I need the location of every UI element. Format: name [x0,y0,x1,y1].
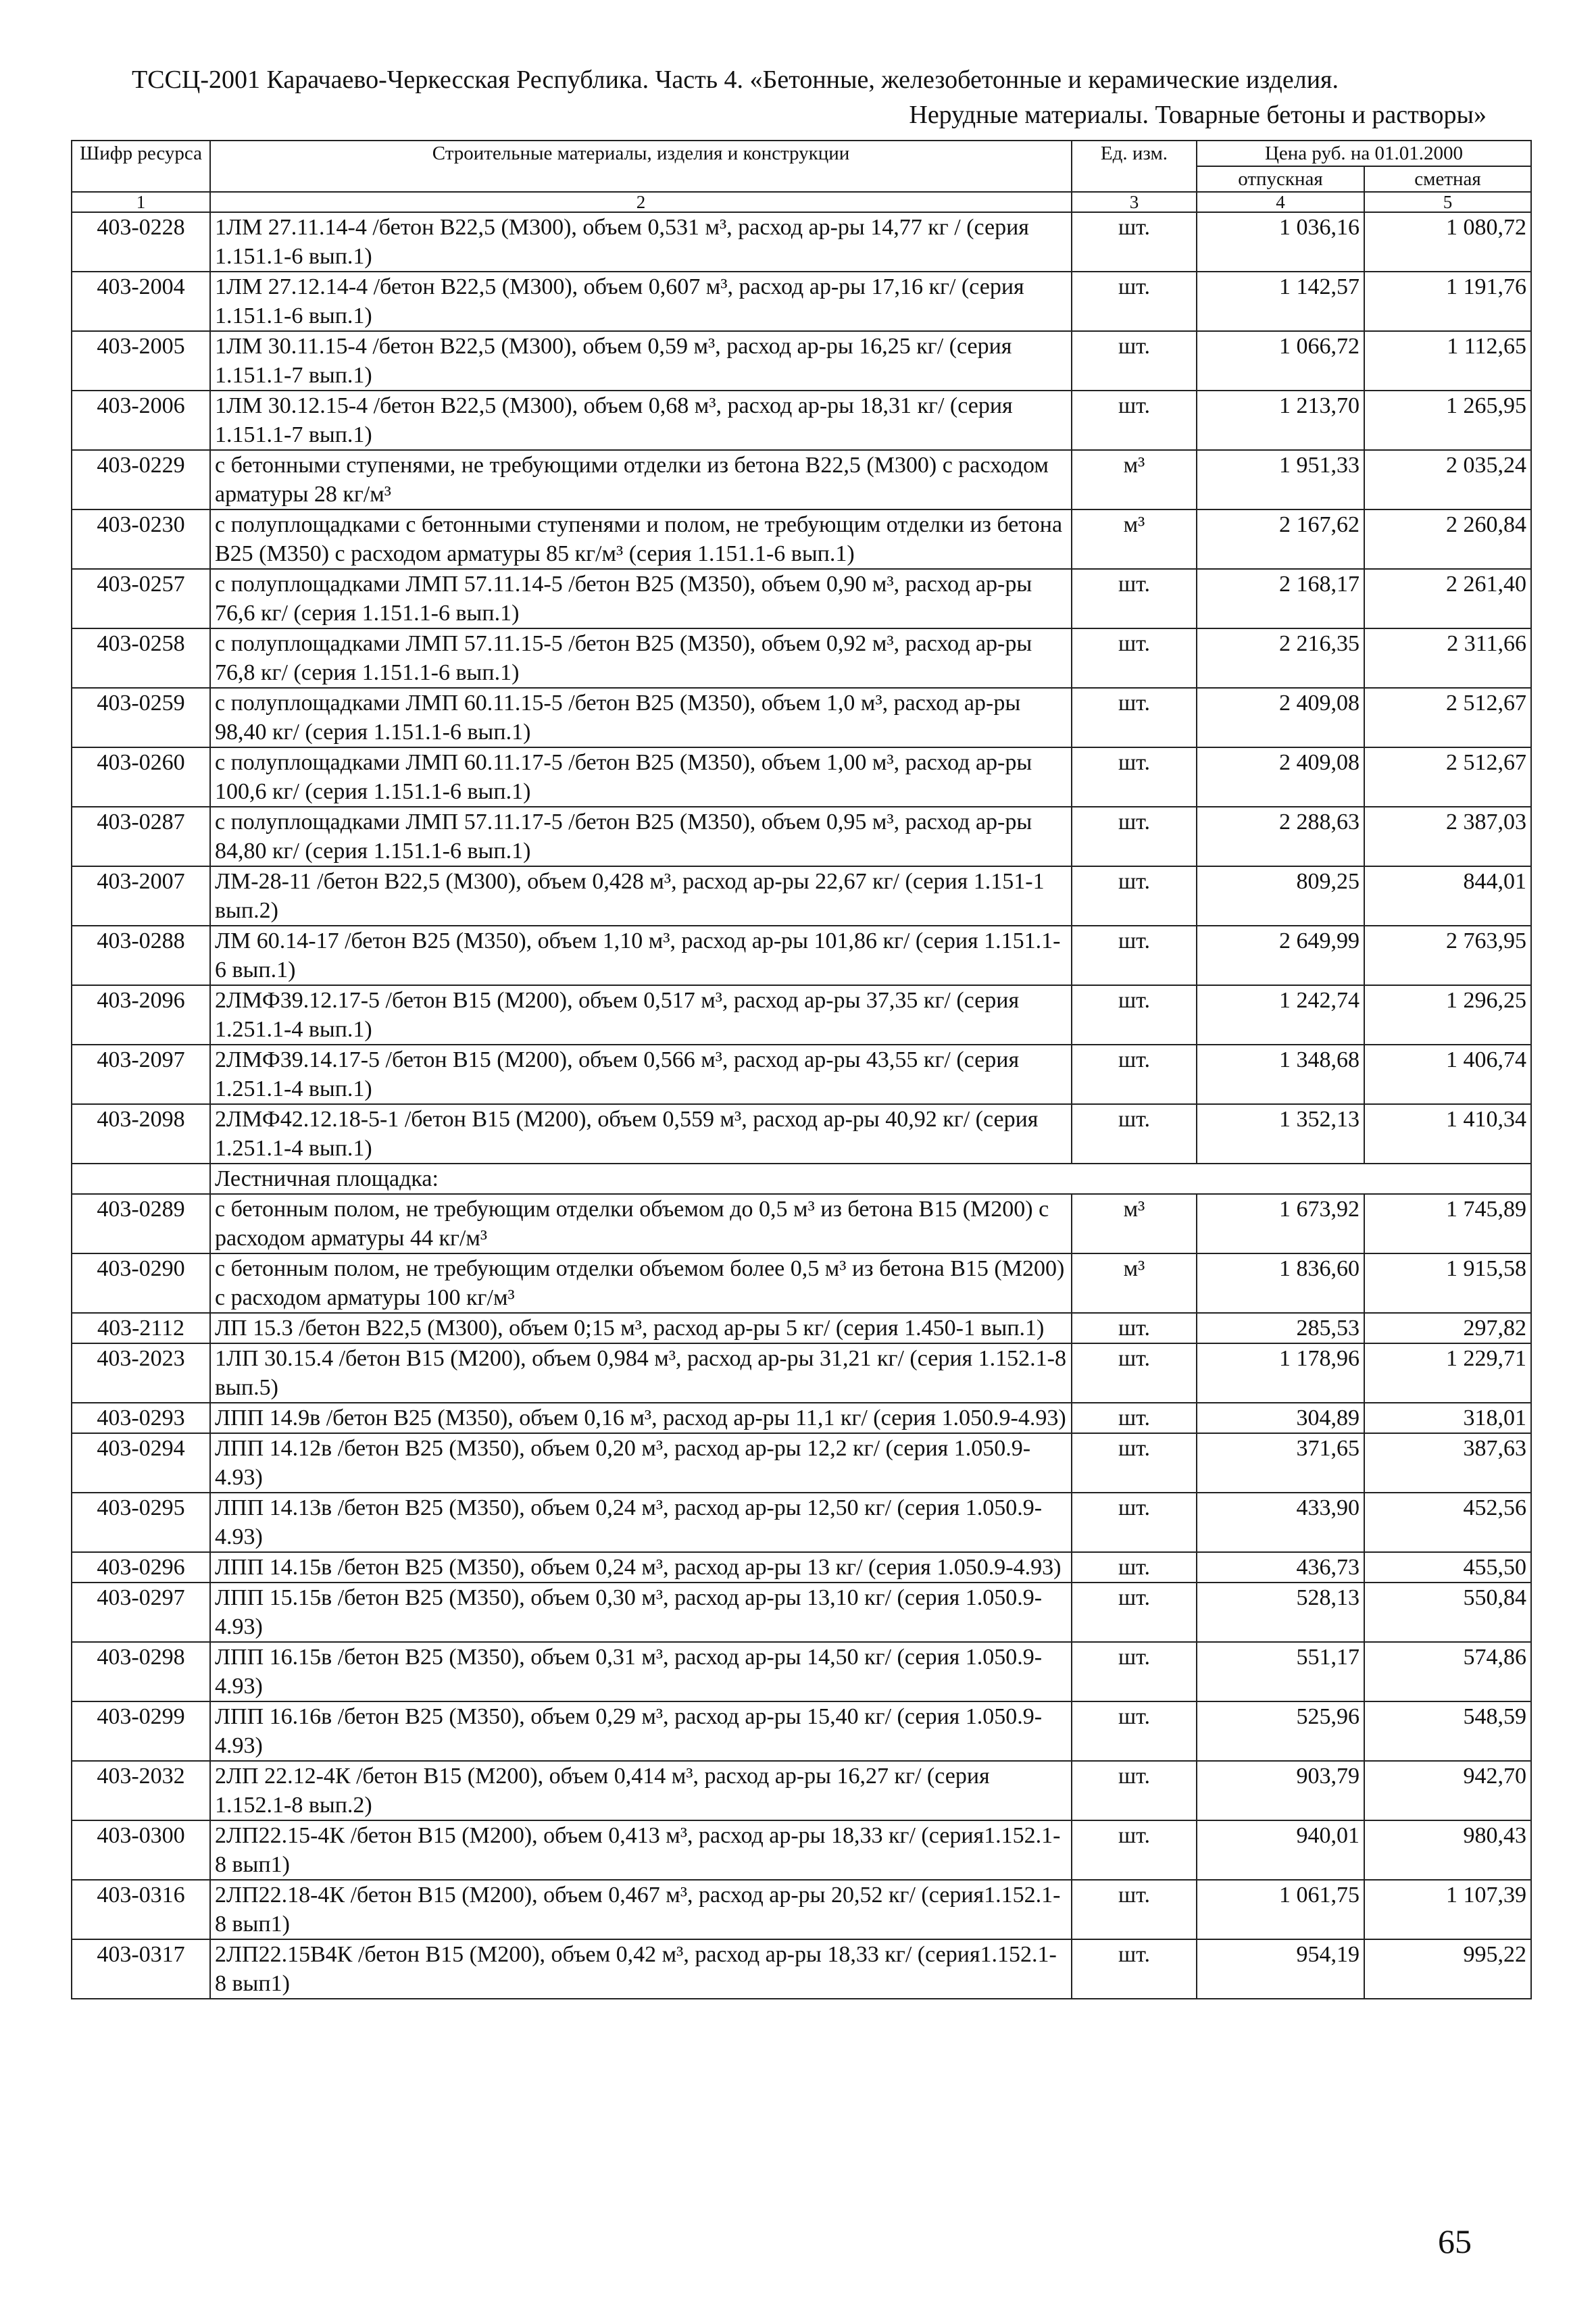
item-description: 1ЛМ 27.11.14-4 /бетон В22,5 (М300), объем 0,531 м³, расход ар-ры 14,77 кг / (серия 1.151.1-6 вып.1) [210,212,1072,272]
table-row [72,985,1531,1045]
release-price: 1 951,33 [1197,450,1364,509]
item-description: 1ЛП 30.15.4 /бетон В15 (М200), объем 0,984 м³, расход ар-ры 31,21 кг/ (серия 1.152.1-8 вып.5) [210,1343,1072,1403]
item-description: ЛПП 14.9в /бетон В25 (М350), объем 0,16 м³, расход ар-ры 11,1 кг/ (серия 1.050.9-4.93) [210,1403,1072,1433]
estimate-price: 387,63 [1364,1433,1531,1493]
item-description: с полуплощадками ЛМП 57.11.14-5 /бетон В25 (М350), объем 0,90 м³, расход ар-ры 76,6 кг/ (серия 1.151.1-6 вып.1) [210,569,1072,628]
release-price: 2 167,62 [1197,509,1364,569]
unit-of-measure: шт. [1072,272,1197,331]
unit-of-measure: шт. [1072,1313,1197,1343]
item-description: 2ЛП 22.12-4К /бетон В15 (М200), объем 0,414 м³, расход ар-ры 16,27 кг/ (серия 1.152.1-8 вып.2) [210,1761,1072,1820]
item-description: ЛП 15.3 /бетон В22,5 (М300), объем 0;15 м³, расход ар-ры 5 кг/ (серия 1.450-1 вып.1) [210,1313,1072,1343]
table-row [72,1552,1531,1583]
table-row [72,1820,1531,1880]
release-price: 371,65 [1197,1433,1364,1493]
unit-of-measure: шт. [1072,1761,1197,1820]
release-price: 436,73 [1197,1552,1364,1583]
table-row [72,628,1531,688]
resource-code: 403-0300 [72,1820,210,1880]
table-row [72,1433,1531,1493]
unit-of-measure: м³ [1072,1194,1197,1253]
col-header-code: Шифр ресурса [72,141,210,192]
estimate-price: 1 107,39 [1364,1880,1531,1939]
estimate-price: 455,50 [1364,1552,1531,1583]
item-description: ЛПП 16.16в /бетон В25 (М350), объем 0,29 м³, расход ар-ры 15,40 кг/ (серия 1.050.9-4.93) [210,1701,1072,1761]
col-header-estimate: сметная [1364,166,1531,192]
unit-of-measure: шт. [1072,1045,1197,1104]
section-title: Лестничная площадка: [210,1164,1531,1194]
col-number: 1 [72,192,210,212]
col-number: 3 [1072,192,1197,212]
col-number: 5 [1364,192,1531,212]
section-row [72,1164,1531,1194]
unit-of-measure: шт. [1072,807,1197,866]
resource-code: 403-2112 [72,1313,210,1343]
release-price: 1 673,92 [1197,1194,1364,1253]
item-description: 2ЛП22.18-4К /бетон В15 (М200), объем 0,467 м³, расход ар-ры 20,52 кг/ (серия1.152.1-8 вып1) [210,1880,1072,1939]
item-description: ЛПП 14.12в /бетон В25 (М350), объем 0,20 м³, расход ар-ры 12,2 кг/ (серия 1.050.9-4.93) [210,1433,1072,1493]
unit-of-measure: шт. [1072,569,1197,628]
estimate-price: 1 080,72 [1364,212,1531,272]
unit-of-measure: м³ [1072,450,1197,509]
item-description: 1ЛМ 30.12.15-4 /бетон В22,5 (М300), объем 0,68 м³, расход ар-ры 18,31 кг/ (серия 1.151.1-7 вып.1) [210,391,1072,450]
estimate-price: 1 265,95 [1364,391,1531,450]
release-price: 433,90 [1197,1493,1364,1552]
resource-code: 403-0298 [72,1642,210,1701]
item-description: 2ЛМФ42.12.18-5-1 /бетон В15 (М200), объем 0,559 м³, расход ар-ры 40,92 кг/ (серия 1.251.1-4 вып.1) [210,1104,1072,1164]
resource-code: 403-0230 [72,509,210,569]
item-description: 1ЛМ 27.12.14-4 /бетон В22,5 (М300), объем 0,607 м³, расход ар-ры 17,16 кг/ (серия 1.151.1-6 вып.1) [210,272,1072,331]
item-description: с бетонным полом, не требующим отделки объемом более 0,5 м³ из бетона В15 (М200) с расходом арматуры 100 кг/м³ [210,1253,1072,1313]
estimate-price: 1 745,89 [1364,1194,1531,1253]
estimate-price: 2 035,24 [1364,450,1531,509]
resource-code: 403-0289 [72,1194,210,1253]
release-price: 551,17 [1197,1642,1364,1701]
estimate-price: 1 406,74 [1364,1045,1531,1104]
unit-of-measure: шт. [1072,1642,1197,1701]
table-row [72,1104,1531,1164]
item-description: 2ЛП22.15В4К /бетон В15 (М200), объем 0,42 м³, расход ар-ры 18,33 кг/ (серия1.152.1-8 вып1) [210,1939,1072,1999]
release-price: 1 066,72 [1197,331,1364,391]
resource-code: 403-0258 [72,628,210,688]
item-description: с полуплощадками ЛМП 57.11.15-5 /бетон В25 (М350), объем 0,92 м³, расход ар-ры 76,8 кг/ (серия 1.151.1-6 вып.1) [210,628,1072,688]
item-description: с полуплощадками с бетонными ступенями и полом, не требующим отделки из бетона В25 (М350) с расходом арматуры 85 кг/м³ (серия 1.151.1-6 вып.1) [210,509,1072,569]
table-row [72,1701,1531,1761]
item-description: с бетонными ступенями, не требующими отделки из бетона В22,5 (М300) с расходом арматуры 28 кг/м³ [210,450,1072,509]
unit-of-measure: шт. [1072,331,1197,391]
item-description: ЛПП 14.13в /бетон В25 (М350), объем 0,24 м³, расход ар-ры 12,50 кг/ (серия 1.050.9-4.93) [210,1493,1072,1552]
table-row [72,1642,1531,1701]
resource-code: 403-0290 [72,1253,210,1313]
estimate-price: 942,70 [1364,1761,1531,1820]
table-row [72,1045,1531,1104]
col-number: 2 [210,192,1072,212]
unit-of-measure: шт. [1072,866,1197,926]
resource-code: 403-0297 [72,1583,210,1642]
section-code-cell [72,1164,210,1194]
unit-of-measure: шт. [1072,1552,1197,1583]
item-description: ЛПП 16.15в /бетон В25 (М350), объем 0,31 м³, расход ар-ры 14,50 кг/ (серия 1.050.9-4.93) [210,1642,1072,1701]
table-row [72,866,1531,926]
unit-of-measure: шт. [1072,212,1197,272]
resource-code: 403-2096 [72,985,210,1045]
table-row [72,807,1531,866]
unit-of-measure: шт. [1072,985,1197,1045]
resource-code: 403-2032 [72,1761,210,1820]
release-price: 1 348,68 [1197,1045,1364,1104]
table-row [72,1493,1531,1552]
estimate-price: 1 229,71 [1364,1343,1531,1403]
resource-code: 403-0295 [72,1493,210,1552]
header-line-1: ТССЦ-2001 Карачаево-Черкесская Республика. Часть 4. «Бетонные, железобетонные и керамические изделия. [132,66,1339,94]
resource-code: 403-2005 [72,331,210,391]
estimate-price: 550,84 [1364,1583,1531,1642]
resource-code: 403-0257 [72,569,210,628]
table-row [72,1939,1531,1999]
release-price: 1 242,74 [1197,985,1364,1045]
resource-code: 403-0317 [72,1939,210,1999]
table-row [72,391,1531,450]
table-row [72,272,1531,331]
unit-of-measure: шт. [1072,628,1197,688]
release-price: 1 036,16 [1197,212,1364,272]
unit-of-measure: м³ [1072,509,1197,569]
table-row [72,331,1531,391]
resource-code: 403-2006 [72,391,210,450]
table-row [72,1343,1531,1403]
release-price: 285,53 [1197,1313,1364,1343]
unit-of-measure: шт. [1072,1939,1197,1999]
resource-code: 403-2097 [72,1045,210,1104]
release-price: 304,89 [1197,1403,1364,1433]
release-price: 1 061,75 [1197,1880,1364,1939]
estimate-price: 980,43 [1364,1820,1531,1880]
resource-code: 403-2098 [72,1104,210,1164]
resource-code: 403-0288 [72,926,210,985]
estimate-price: 452,56 [1364,1493,1531,1552]
release-price: 1 178,96 [1197,1343,1364,1403]
page-header [68,62,1487,132]
table-row [72,569,1531,628]
estimate-price: 2 261,40 [1364,569,1531,628]
release-price: 903,79 [1197,1761,1364,1820]
unit-of-measure: м³ [1072,1253,1197,1313]
resource-code: 403-0296 [72,1552,210,1583]
table-row [72,1194,1531,1253]
item-description: ЛМ-28-11 /бетон В22,5 (М300), объем 0,428 м³, расход ар-ры 22,67 кг/ (серия 1.151-1 вып.2) [210,866,1072,926]
unit-of-measure: шт. [1072,1820,1197,1880]
release-price: 1 213,70 [1197,391,1364,450]
release-price: 809,25 [1197,866,1364,926]
item-description: ЛПП 15.15в /бетон В25 (М350), объем 0,30 м³, расход ар-ры 13,10 кг/ (серия 1.050.9-4.93) [210,1583,1072,1642]
estimate-price: 1 915,58 [1364,1253,1531,1313]
resource-code: 403-2023 [72,1343,210,1403]
header-line-2: Нерудные материалы. Товарные бетоны и растворы» [909,101,1487,129]
table-row [72,1583,1531,1642]
table-row [72,688,1531,747]
unit-of-measure: шт. [1072,747,1197,807]
estimate-price: 574,86 [1364,1642,1531,1701]
release-price: 1 352,13 [1197,1104,1364,1164]
unit-of-measure: шт. [1072,1493,1197,1552]
resource-code: 403-0229 [72,450,210,509]
unit-of-measure: шт. [1072,1583,1197,1642]
release-price: 525,96 [1197,1701,1364,1761]
release-price: 2 216,35 [1197,628,1364,688]
estimate-price: 995,22 [1364,1939,1531,1999]
item-description: с полуплощадками ЛМП 60.11.17-5 /бетон В25 (М350), объем 1,00 м³, расход ар-ры 100,6 кг/ (серия 1.151.1-6 вып.1) [210,747,1072,807]
item-description: 2ЛМФ39.14.17-5 /бетон В15 (М200), объем 0,566 м³, расход ар-ры 43,55 кг/ (серия 1.251.1-4 вып.1) [210,1045,1072,1104]
unit-of-measure: шт. [1072,1403,1197,1433]
table-row [72,450,1531,509]
release-price: 2 288,63 [1197,807,1364,866]
item-description: с полуплощадками ЛМП 60.11.15-5 /бетон В25 (М350), объем 1,0 м³, расход ар-ры 98,40 кг/ (серия 1.151.1-6 вып.1) [210,688,1072,747]
resource-code: 403-0299 [72,1701,210,1761]
estimate-price: 844,01 [1364,866,1531,926]
item-description: ЛМ 60.14-17 /бетон В25 (М350), объем 1,10 м³, расход ар-ры 101,86 кг/ (серия 1.151.1-6 вып.1) [210,926,1072,985]
item-description: 2ЛМФ39.12.17-5 /бетон В15 (М200), объем 0,517 м³, расход ар-ры 37,35 кг/ (серия 1.251.1-4 вып.1) [210,985,1072,1045]
item-description: с бетонным полом, не требующим отделки объемом до 0,5 м³ из бетона В15 (М200) с расходом арматуры 44 кг/м³ [210,1194,1072,1253]
unit-of-measure: шт. [1072,1880,1197,1939]
col-number: 4 [1197,192,1364,212]
estimate-price: 2 387,03 [1364,807,1531,866]
table-row [72,212,1531,272]
estimate-price: 297,82 [1364,1313,1531,1343]
release-price: 528,13 [1197,1583,1364,1642]
resource-code: 403-0293 [72,1403,210,1433]
release-price: 2 409,08 [1197,747,1364,807]
resource-code: 403-0228 [72,212,210,272]
unit-of-measure: шт. [1072,1701,1197,1761]
estimate-price: 1 112,65 [1364,331,1531,391]
col-header-release: отпускная [1197,166,1364,192]
item-description: ЛПП 14.15в /бетон В25 (М350), объем 0,24 м³, расход ар-ры 13 кг/ (серия 1.050.9-4.93) [210,1552,1072,1583]
release-price: 940,01 [1197,1820,1364,1880]
table-row [72,1761,1531,1820]
unit-of-measure: шт. [1072,1433,1197,1493]
estimate-price: 2 512,67 [1364,688,1531,747]
col-header-name: Строительные материалы, изделия и конструкции [210,141,1072,192]
estimate-price: 2 311,66 [1364,628,1531,688]
table-row [72,509,1531,569]
estimate-price: 1 191,76 [1364,272,1531,331]
resource-code: 403-0260 [72,747,210,807]
item-description: 1ЛМ 30.11.15-4 /бетон В22,5 (М300), объем 0,59 м³, расход ар-ры 16,25 кг/ (серия 1.151.1-7 вып.1) [210,331,1072,391]
resource-code: 403-0259 [72,688,210,747]
estimate-price: 1 410,34 [1364,1104,1531,1164]
table-row [72,926,1531,985]
table-row [72,747,1531,807]
resource-code: 403-0316 [72,1880,210,1939]
release-price: 1 836,60 [1197,1253,1364,1313]
col-header-price: Цена руб. на 01.01.2000 [1197,141,1531,166]
resource-code: 403-0294 [72,1433,210,1493]
resource-code: 403-0287 [72,807,210,866]
release-price: 2 168,17 [1197,569,1364,628]
unit-of-measure: шт. [1072,688,1197,747]
unit-of-measure: шт. [1072,391,1197,450]
resource-code: 403-2004 [72,272,210,331]
price-table [71,140,1532,1999]
table-row [72,1403,1531,1433]
table-row [72,1880,1531,1939]
page-number: 65 [1438,2222,1472,2260]
unit-of-measure: шт. [1072,926,1197,985]
unit-of-measure: шт. [1072,1343,1197,1403]
unit-of-measure: шт. [1072,1104,1197,1164]
item-description: с полуплощадками ЛМП 57.11.17-5 /бетон В25 (М350), объем 0,95 м³, расход ар-ры 84,80 кг/ (серия 1.151.1-6 вып.1) [210,807,1072,866]
col-header-unit: Ед. изм. [1072,141,1197,192]
release-price: 2 409,08 [1197,688,1364,747]
estimate-price: 1 296,25 [1364,985,1531,1045]
table-row [72,1253,1531,1313]
resource-code: 403-2007 [72,866,210,926]
table-row [72,1313,1531,1343]
estimate-price: 548,59 [1364,1701,1531,1761]
release-price: 954,19 [1197,1939,1364,1999]
estimate-price: 318,01 [1364,1403,1531,1433]
estimate-price: 2 512,67 [1364,747,1531,807]
release-price: 1 142,57 [1197,272,1364,331]
estimate-price: 2 260,84 [1364,509,1531,569]
item-description: 2ЛП22.15-4К /бетон В15 (М200), объем 0,413 м³, расход ар-ры 18,33 кг/ (серия1.152.1-8 вып1) [210,1820,1072,1880]
estimate-price: 2 763,95 [1364,926,1531,985]
release-price: 2 649,99 [1197,926,1364,985]
